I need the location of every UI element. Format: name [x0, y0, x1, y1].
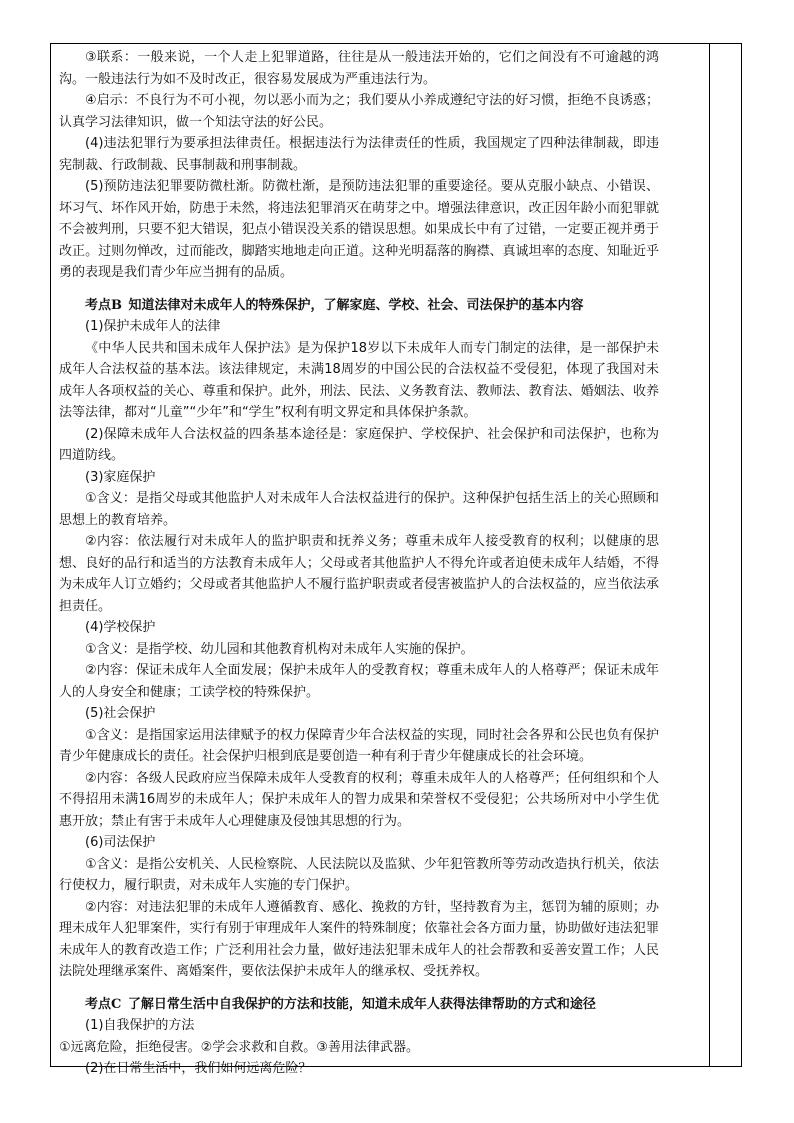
paragraph: (4)违法犯罪行为要承担法律责任。根据违法行为法律责任的性质，我国规定了四种法律制裁，即违宪制裁、行政制裁、民事制裁和刑事制裁。 [59, 136, 659, 173]
paragraph: (2)保障未成年人合法权益的四条基本途径是：家庭保护、学校保护、社会保护和司法保护，也称为四道防线。 [59, 426, 659, 463]
exam-point-label: 考点B [85, 297, 122, 313]
paragraph: ①远离危险，拒绝侵害。②学会求救和自救。③善用法律武器。 [59, 1039, 419, 1055]
section-heading [59, 295, 659, 317]
paragraph: ②内容：各级人民政府应当保障未成年人受教育的权利；尊重未成年人的人格尊严；任何组织和个人不得招用未满16周岁的未成年人；保护未成年人的智力成果和荣誉权不受侵犯；公共场所对中小学生优惠开放；禁止有害于未成年人心理健康及侵蚀其思想的行为。 [59, 770, 659, 829]
section-spacer [59, 284, 659, 295]
paragraph: ②内容：依法履行对未成年人的监护职责和抚养义务；尊重未成年人接受教育的权利；以健康的思想、良好的品行和适当的方法教育未成年人；父母或者其他监护人不得允许或者迫使未成年人结婚，不得为未成年人订立婚约；父母或者其他监护人不履行监护职责或者侵害被监护人的合法权益的，应当依法承担责任。 [59, 534, 659, 614]
paragraph: (4)学校保护 [85, 620, 156, 635]
section-heading [59, 994, 659, 1016]
paragraph: ①含义：是指公安机关、人民检察院、人民法院以及监狱、少年犯管教所等劳动改造执行机关，依法行使权力，履行职责，对未成年人实施的专门保护。 [59, 856, 659, 893]
paragraph: (3)家庭保护 [85, 469, 156, 485]
paragraph: (6)司法保护 [85, 835, 156, 850]
paragraph: (2)在日常生活中，我们如何远离危险？ [85, 1061, 312, 1076]
right-blank-cell [710, 44, 741, 1066]
paragraph: ③联系：一般来说，一个人走上犯罪道路，往往是从一般违法开始的，它们之间没有不可逾越的鸿沟。一般违法行为如不及时改正，很容易发展成为严重违法行为。 [59, 50, 659, 87]
content-table [50, 43, 742, 1076]
paragraph: ④启示：不良行为不可小视，勿以恶小而为之；我们要从小养成遵纪守法的好习惯，拒绝不良诱惑；认真学习法律知识，做一个知法守法的好公民。 [59, 93, 659, 130]
paragraph: ①含义：是指父母或其他监护人对未成年人合法权益进行的保护。这种保护包括生活上的关心照顾和思想上的教育培养。 [59, 491, 659, 528]
paragraph: ①含义：是指学校、幼儿园和其他教育机构对未成年人实施的保护。 [85, 641, 474, 657]
exam-point-title: 了解日常生活中自我保护的方法和技能，知道未成年人获得法律帮助的方式和途径 [127, 996, 596, 1012]
paragraph: (1)保护未成年人的法律 [85, 319, 221, 334]
paragraph: (1)自我保护的方法 [85, 1018, 195, 1033]
main-text-cell [59, 47, 659, 1080]
exam-point-label: 考点C [85, 996, 122, 1012]
paragraph: ②内容：保证未成年人全面发展；保护未成年人的受教育权；尊重未成年人的人格尊严；保证未成年人的人身安全和健康；工读学校的特殊保护。 [59, 663, 659, 700]
paragraph: ①含义：是指国家运用法律赋予的权力保障青少年合法权益的实现，同时社会各界和公民也负有保护青少年健康成长的责任。社会保护归根到底是要创造一种有利于青少年健康成长的社会环境。 [59, 727, 659, 764]
paragraph: (5)预防违法犯罪要防微杜渐。防微杜渐，是预防违法犯罪的重要途径。要从克服小缺点、小错误、坏习气、坏作风开始，防患于未然，将违法犯罪消灭在萌芽之中。增强法律意识，改正因年龄小而犯罪就不会被判刑，只要不犯大错误，犯点小错误没关系的错误思想。如果成长中有了过错，一定要正视并勇于改正。过则勿惮改，过而能改，脚踏实地地走向正道。这种光明磊落的胸襟、真诚坦率的态度、知耻近乎勇的表现是我们青少年应当拥有的品质。 [59, 179, 659, 280]
paragraph: (5)社会保护 [85, 706, 156, 721]
section-spacer [59, 983, 659, 994]
paragraph: ②内容：对违法犯罪的未成年人遵循教育、感化、挽救的方针，坚持教育为主，惩罚为辅的原则；办理未成年人犯罪案件，实行有别于审理成年人案件的特殊制度；依靠社会各方面力量，协助做好违法犯罪未成年人的教育改造工作；广泛利用社会力量，做好违法犯罪未成年人的社会帮教和妥善安置工作；人民法院处理继承案件、离婚案件，要依法保护未成年人的继承权、受抚养权。 [59, 899, 659, 979]
paragraph: 《中华人民共和国未成年人保护法》是为保护18岁以下未成年人而专门制定的法律，是一部保护未成年人合法权益的基本法。该法律规定，未满18周岁的中国公民的合法权益不受侵犯，体现了我国对未成年人各项权益的关心、尊重和保护。此外，刑法、民法、义务教育法、教师法、教育法、婚姻法、收养法等法律，都对“儿童”“少年”和“学生”权利有明文界定和具体保护条款。 [59, 340, 659, 420]
exam-point-title: 知道法律对未成年人的特殊保护，了解家庭、学校、社会、司法保护的基本内容 [128, 297, 584, 313]
